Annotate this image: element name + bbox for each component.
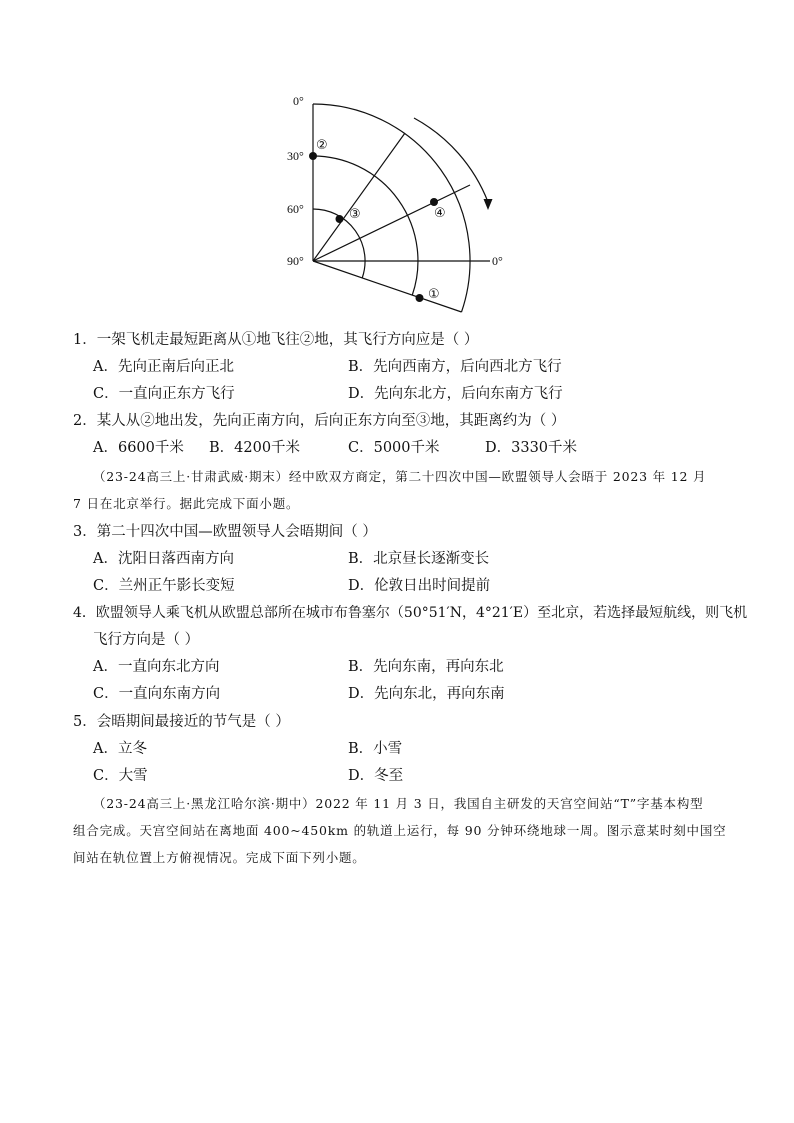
q2-option-a: A．6600千米: [93, 440, 184, 456]
q3-option-b: B．北京昼长逐渐变长: [348, 551, 490, 567]
label-lat30: 30°: [287, 149, 304, 163]
meridian-line-a: [313, 185, 470, 261]
q3-stem: 3．第二十四次中国—欧盟领导人会晤期间（ ）: [73, 524, 377, 540]
q1-option-b: B．先向西南方，后向西北方飞行: [348, 359, 562, 375]
q4-stem-line2: 飞行方向是（ ）: [93, 632, 200, 648]
polar-projection-diagram: [270, 88, 530, 352]
context2-line2: 组合完成。天宫空间站在离地面 400~450km 的轨道上运行，每 90 分钟环绕地球一周。图示意某时刻中国空: [73, 823, 727, 838]
q1-option-a: A．先向正南后向正北: [93, 359, 234, 375]
point-1-dot: [416, 294, 424, 302]
q5-option-b: B．小雪: [348, 741, 403, 757]
q3-option-d: D．伦敦日出时间提前: [348, 578, 491, 594]
outer-equator-arc: [313, 104, 470, 312]
point-3-dot: [336, 215, 344, 223]
label-point-3: ③: [349, 207, 361, 222]
q1-option-c: C．一直向正东方飞行: [93, 386, 235, 402]
q2-option-c: C．5000千米: [348, 440, 440, 456]
q4-stem-line1: 4．欧盟领导人乘飞机从欧盟总部所在城市布鲁塞尔（50°51′N，4°21′E）至北京，若选择最短航线，则飞机: [73, 605, 748, 621]
q4-option-d: D．先向东北，再向东南: [348, 686, 505, 702]
context1-line2: 7 日在北京举行。据此完成下面小题。: [73, 496, 300, 511]
q5-option-c: C．大雪: [93, 768, 148, 784]
label-lon0-right: 0°: [492, 254, 503, 268]
q4-option-c: C．一直向东南方向: [93, 686, 221, 702]
rotation-arrow-arc: [414, 118, 488, 202]
label-lat60: 60°: [287, 202, 304, 216]
q5-stem: 5．会晤期间最接近的节气是（ ）: [73, 714, 290, 730]
q2-option-b: B．4200千米: [209, 440, 301, 456]
label-point-4: ④: [434, 206, 446, 221]
q4-option-b: B．先向东南，再向东北: [348, 659, 504, 675]
label-lat90: 90°: [287, 254, 304, 268]
point-4-dot: [430, 198, 438, 206]
q5-option-a: A．立冬: [93, 741, 147, 757]
label-lat0-top: 0°: [293, 94, 304, 108]
rotation-arrowhead: [484, 199, 493, 210]
latitude-30-arc: [313, 156, 418, 295]
q2-option-d: D．3330千米: [485, 440, 578, 456]
q4-option-a: A．一直向东北方向: [93, 659, 220, 675]
point-2-dot: [309, 152, 317, 160]
q1-option-d: D．先向东北方，后向东南方飞行: [348, 386, 563, 402]
context2-line3: 间站在轨位置上方俯视情况。完成下面下列小题。: [73, 850, 366, 865]
q1-stem: 1．一架飞机走最短距离从①地飞往②地，其飞行方向应是（ ）: [73, 332, 479, 348]
q5-option-d: D．冬至: [348, 768, 404, 784]
label-point-1: ①: [428, 287, 440, 302]
q3-option-a: A．沈阳日落西南方向: [93, 551, 234, 567]
label-point-2: ②: [316, 138, 328, 153]
q2-stem: 2．某人从②地出发，先向正南方向，后向正东方向至③地，其距离约为（ ）: [73, 413, 566, 429]
context1-line1: （23-24高三上·甘肃武威·期末）经中欧双方商定，第二十四次中国—欧盟领导人会晤于 2023 年 12 月: [93, 469, 707, 484]
q3-option-c: C．兰州正午影长变短: [93, 578, 235, 594]
context2-line1: （23-24高三上·黑龙江哈尔滨·期中）2022 年 11 月 3 日，我国自主研发的天宫空间站“T”字基本构型: [93, 796, 704, 811]
